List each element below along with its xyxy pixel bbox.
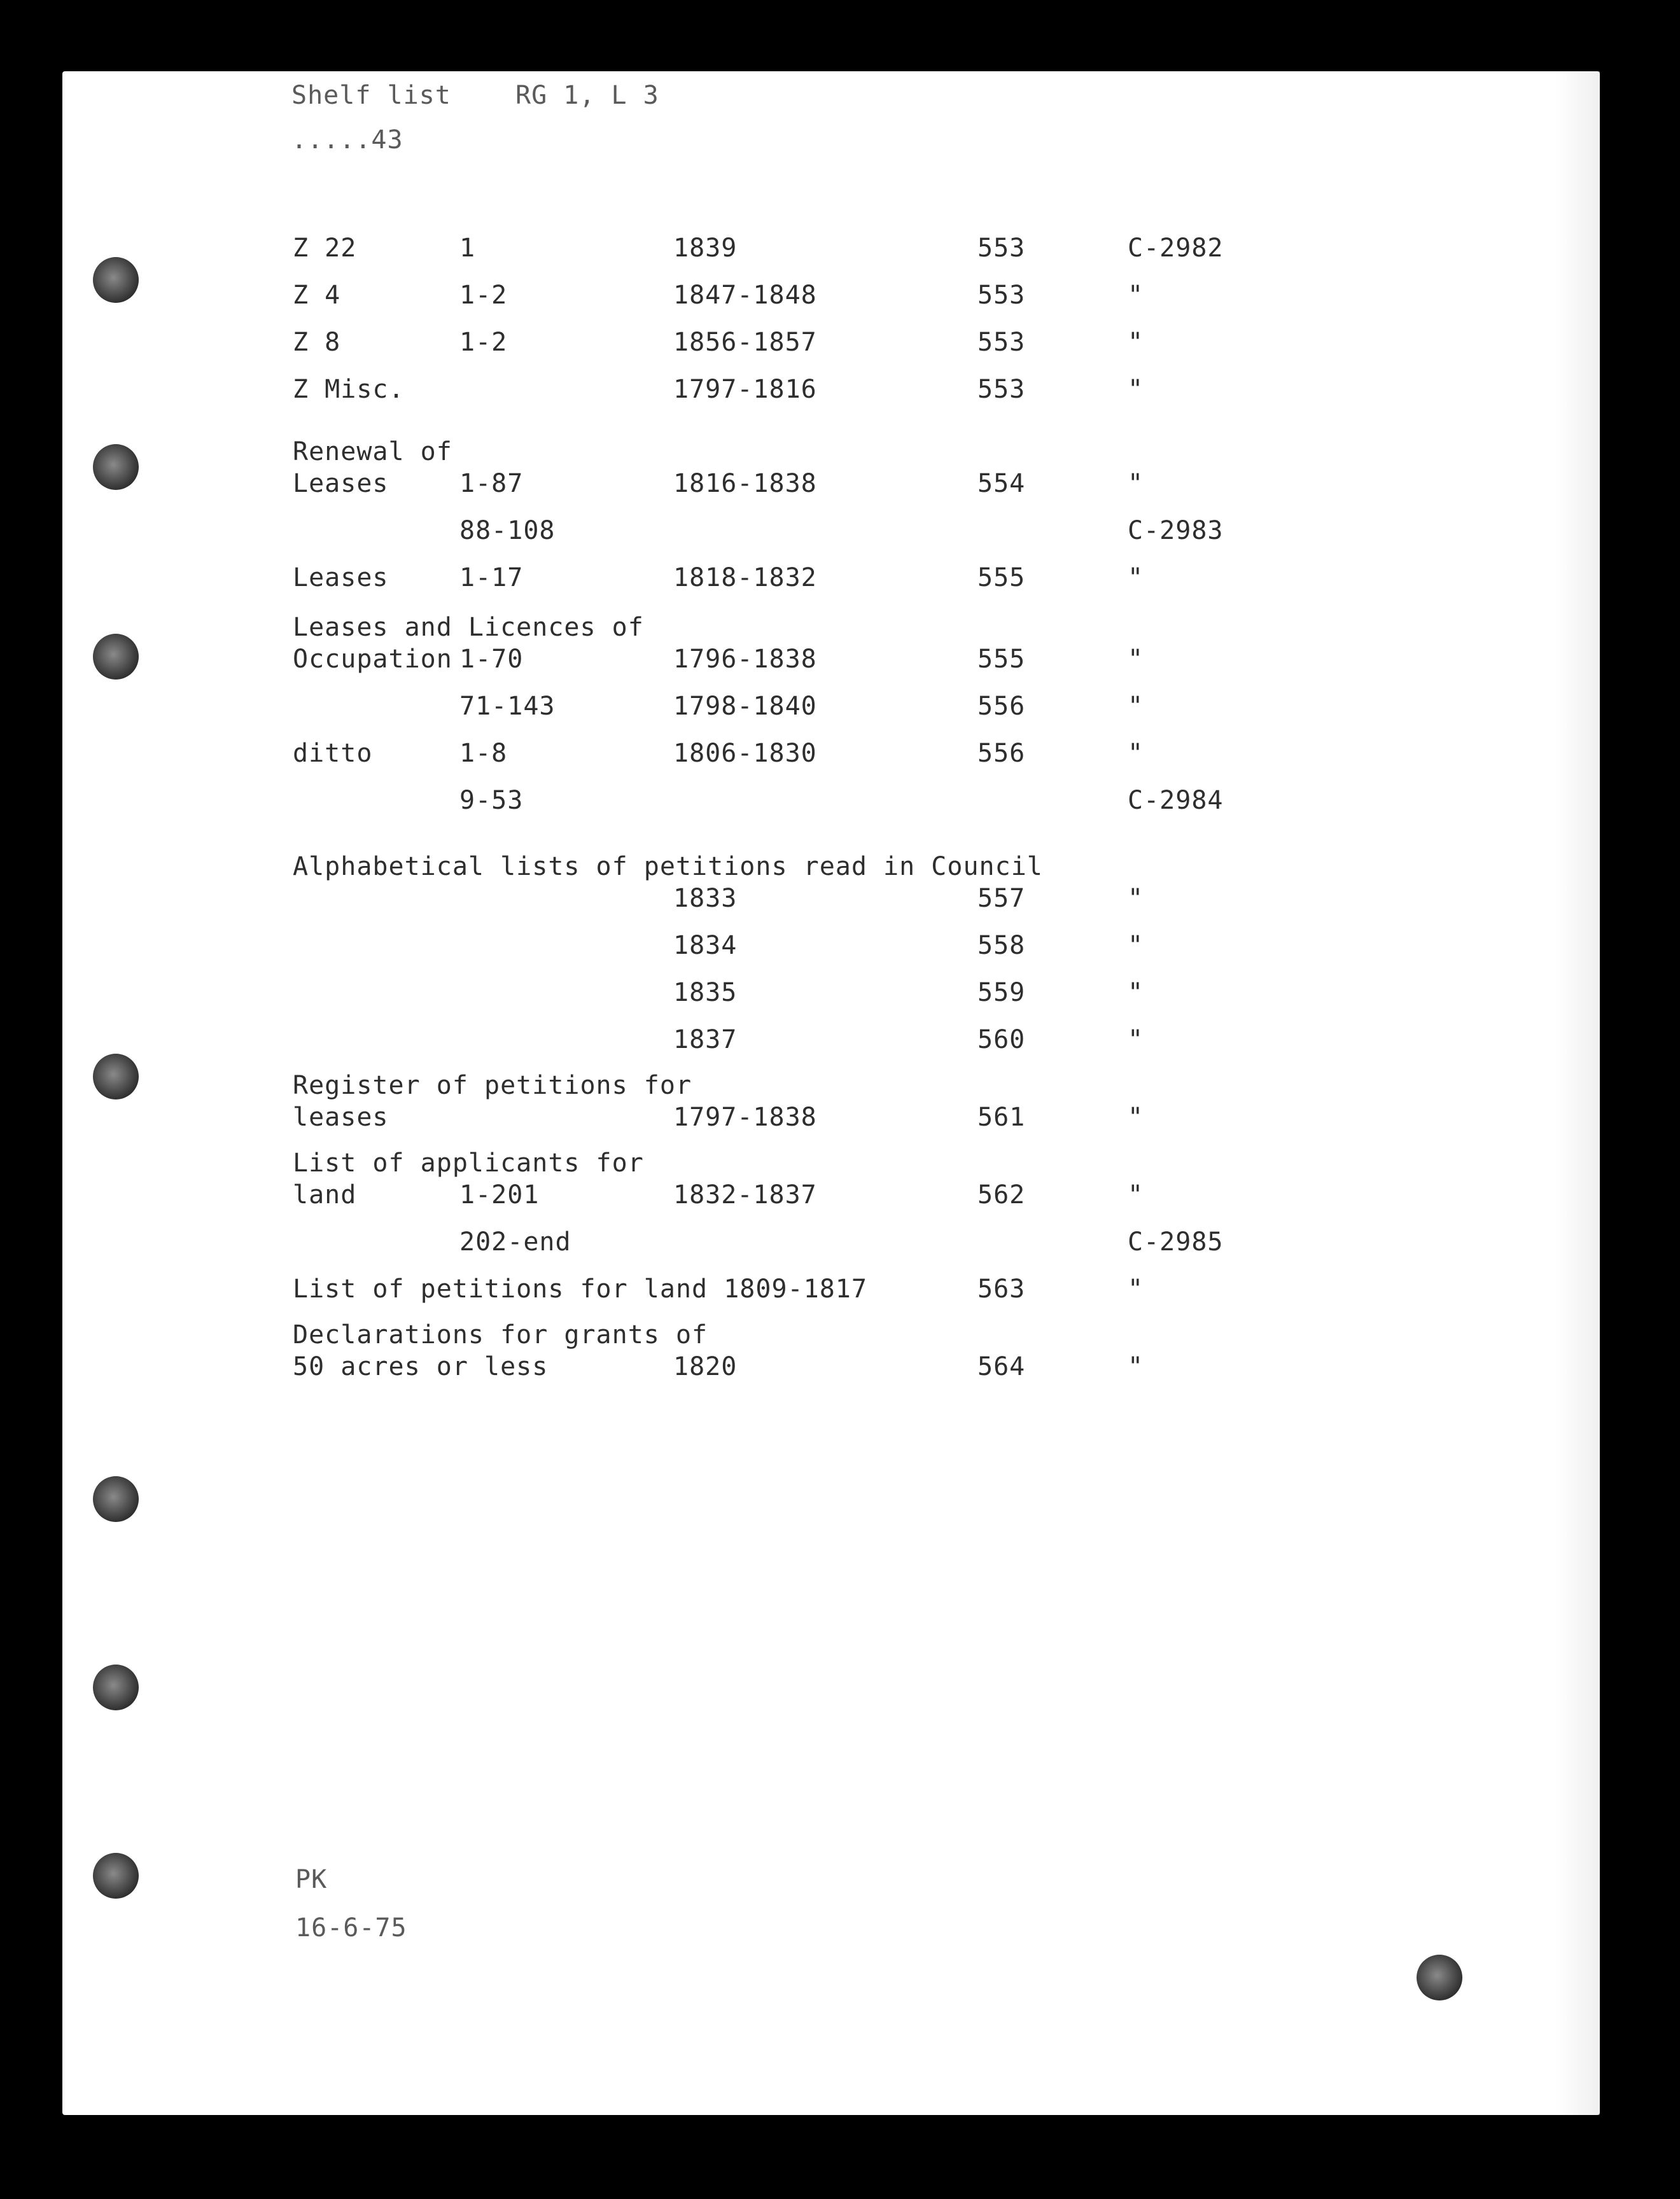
entry-dates: 1806-1830 bbox=[673, 739, 817, 768]
entry-box-number: 561 bbox=[977, 1103, 1026, 1132]
punch-hole bbox=[1417, 1955, 1462, 2000]
entry-box-number: 560 bbox=[977, 1025, 1026, 1054]
entry-reel: C-2983 bbox=[1128, 516, 1224, 545]
entry-volumes: 1-201 bbox=[459, 1180, 540, 1210]
entry-reel: " bbox=[1128, 469, 1144, 498]
entry-reel: " bbox=[1128, 1352, 1144, 1381]
entry-reel: C-2984 bbox=[1128, 786, 1224, 815]
record-group: RG 1, L 3 bbox=[515, 81, 659, 110]
entry-reel: " bbox=[1128, 645, 1144, 674]
entry-reel: C-2985 bbox=[1128, 1227, 1224, 1257]
footer-date: 16-6-75 bbox=[295, 1913, 407, 1943]
entry-volumes: 1-87 bbox=[459, 469, 524, 498]
punch-hole bbox=[93, 444, 139, 490]
punch-hole bbox=[93, 1665, 139, 1710]
entry-series: Z 4 bbox=[293, 281, 341, 310]
entry-reel: C-2982 bbox=[1128, 234, 1224, 263]
entry-reel: " bbox=[1128, 884, 1144, 913]
entry-reel: " bbox=[1128, 931, 1144, 960]
entry-volumes: 202-end bbox=[459, 1227, 571, 1257]
entry-series: 50 acres or less bbox=[293, 1352, 549, 1381]
entry-reel: " bbox=[1128, 1103, 1144, 1132]
page-edge-shading bbox=[1555, 71, 1600, 2115]
entry-series-heading: Register of petitions for bbox=[293, 1071, 692, 1100]
punch-hole bbox=[93, 634, 139, 680]
entry-dates: 1797-1816 bbox=[673, 375, 817, 404]
entry-dates: 1818-1832 bbox=[673, 563, 817, 592]
entry-dates: 1847-1848 bbox=[673, 281, 817, 310]
entry-dates: 1835 bbox=[673, 978, 738, 1007]
entry-series: Leases bbox=[293, 469, 389, 498]
entry-box-number: 563 bbox=[977, 1274, 1026, 1304]
entry-box-number: 555 bbox=[977, 645, 1026, 674]
entry-series: Z Misc. bbox=[293, 375, 405, 404]
entry-series-heading: Renewal of bbox=[293, 437, 452, 466]
punch-hole bbox=[93, 1853, 139, 1899]
entry-box-number: 557 bbox=[977, 884, 1026, 913]
entry-box-number: 553 bbox=[977, 281, 1026, 310]
footer-initials: PK bbox=[295, 1865, 328, 1894]
entry-box-number: 553 bbox=[977, 234, 1026, 263]
entry-box-number: 556 bbox=[977, 692, 1026, 721]
entry-reel: " bbox=[1128, 375, 1144, 404]
entry-reel: " bbox=[1128, 1025, 1144, 1054]
entry-volumes: 1 bbox=[459, 234, 476, 263]
entry-reel: " bbox=[1128, 281, 1144, 310]
entry-dates: 1833 bbox=[673, 884, 738, 913]
sub-reference: .....43 bbox=[291, 125, 403, 155]
punch-hole bbox=[93, 1054, 139, 1100]
entry-reel: " bbox=[1128, 978, 1144, 1007]
entry-reel: " bbox=[1128, 563, 1144, 592]
entry-dates: 1834 bbox=[673, 931, 738, 960]
entry-series-heading: Declarations for grants of bbox=[293, 1320, 708, 1350]
entry-volumes: 1-8 bbox=[459, 739, 508, 768]
entry-dates: 1798-1840 bbox=[673, 692, 817, 721]
entry-series: Occupation bbox=[293, 645, 452, 674]
entry-dates: 1820 bbox=[673, 1352, 738, 1381]
entry-series: Leases bbox=[293, 563, 389, 592]
entry-box-number: 553 bbox=[977, 375, 1026, 404]
entry-series: Z 8 bbox=[293, 328, 341, 357]
entry-series: land bbox=[293, 1180, 357, 1210]
entry-volumes: 88-108 bbox=[459, 516, 556, 545]
entry-series: List of petitions for land 1809-1817 bbox=[293, 1274, 867, 1304]
entry-volumes: 1-2 bbox=[459, 328, 508, 357]
entry-box-number: 555 bbox=[977, 563, 1026, 592]
entry-series: leases bbox=[293, 1103, 389, 1132]
entry-volumes: 1-2 bbox=[459, 281, 508, 310]
entry-series-heading: Alphabetical lists of petitions read in Council bbox=[293, 852, 1043, 881]
punch-hole bbox=[93, 257, 139, 303]
entry-reel: " bbox=[1128, 328, 1144, 357]
entry-box-number: 556 bbox=[977, 739, 1026, 768]
entry-dates: 1839 bbox=[673, 234, 738, 263]
punch-hole bbox=[93, 1476, 139, 1522]
entry-dates: 1832-1837 bbox=[673, 1180, 817, 1210]
entry-volumes: 1-70 bbox=[459, 645, 524, 674]
entry-dates: 1797-1838 bbox=[673, 1103, 817, 1132]
entry-series: Z 22 bbox=[293, 234, 357, 263]
entry-volumes: 71-143 bbox=[459, 692, 556, 721]
entry-box-number: 564 bbox=[977, 1352, 1026, 1381]
entry-box-number: 553 bbox=[977, 328, 1026, 357]
entry-box-number: 558 bbox=[977, 931, 1026, 960]
entry-series-heading: List of applicants for bbox=[293, 1148, 644, 1178]
entry-dates: 1837 bbox=[673, 1025, 738, 1054]
entry-reel: " bbox=[1128, 739, 1144, 768]
entry-reel: " bbox=[1128, 1274, 1144, 1304]
entry-volumes: 1-17 bbox=[459, 563, 524, 592]
entry-box-number: 562 bbox=[977, 1180, 1026, 1210]
entry-dates: 1816-1838 bbox=[673, 469, 817, 498]
shelf-list-label: Shelf list bbox=[291, 81, 451, 110]
entry-dates: 1856-1857 bbox=[673, 328, 817, 357]
entry-series: ditto bbox=[293, 739, 373, 768]
entry-box-number: 554 bbox=[977, 469, 1026, 498]
entry-reel: " bbox=[1128, 1180, 1144, 1210]
entry-series-heading: Leases and Licences of bbox=[293, 613, 644, 642]
entry-reel: " bbox=[1128, 692, 1144, 721]
entry-dates: 1796-1838 bbox=[673, 645, 817, 674]
entry-box-number: 559 bbox=[977, 978, 1026, 1007]
entry-volumes: 9-53 bbox=[459, 786, 524, 815]
